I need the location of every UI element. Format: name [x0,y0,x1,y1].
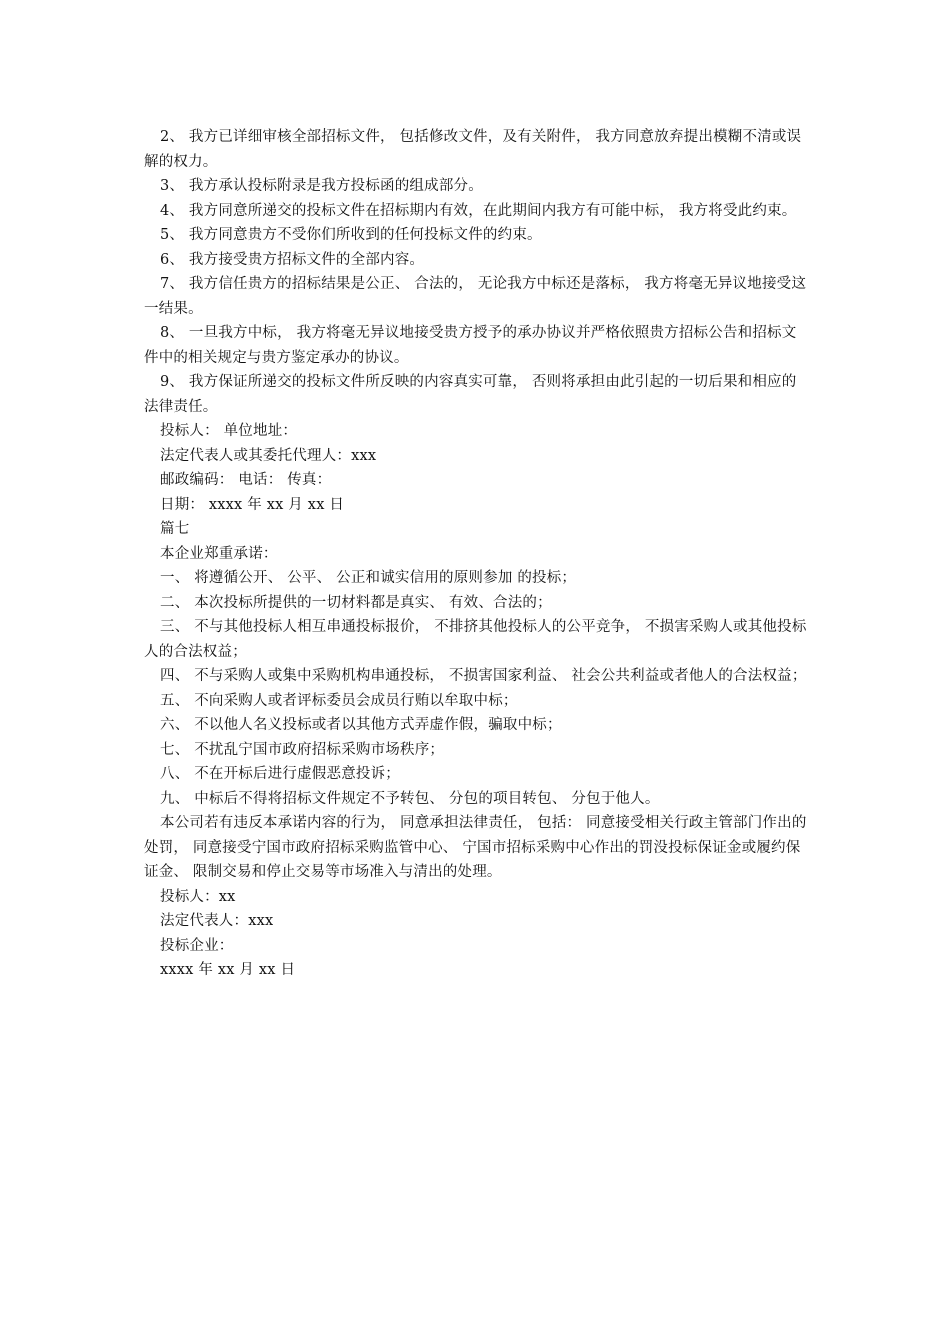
paragraph-clause-4: 4、 我方同意所递交的投标文件在招标期内有效，在此期间内我方有可能中标， 我方将受此约束。 [160,202,797,219]
legal-representative-line: 法定代表人或其委托代理人：xxx [160,447,377,464]
bidding-enterprise-line: 投标企业： [160,937,234,954]
pledge-item-9: 九、 中标后不得将招标文件规定不予转包、 分包的项目转包、 分包于他人。 [160,790,660,807]
paragraph-clause-5: 5、 我方同意贵方不受你们所收到的任何投标文件的约束。 [160,227,542,243]
paragraph-clause-7: 7、 我方信任贵方的招标结果是公正、 合法的， 无论我方中标还是落标， 我方将毫无异议地接受这一结果。 [144,276,807,317]
bidder-line: 投标人：xx [160,888,236,905]
pledge-item-3: 三、 不与其他投标人相互串通投标报价， 不排挤其他投标人的公平竞争， 不损害采购人或其他投标人的合法权益； [144,619,807,660]
legal-representative-line-2: 法定代表人：xxx [160,913,274,929]
pledge-item-4: 四、 不与采购人或集中采购机构串通投标， 不损害国家利益、 社会公共利益或者他人的合法权益； [160,668,807,684]
paragraph-clause-9: 9、 我方保证所递交的投标文件所反映的内容真实可靠， 否则将承担由此引起的一切后果和相应的法律责任。 [144,374,797,415]
pledge-item-1: 一、 将遵循公开、 公平、 公正和诚实信用的原则参加 的投标； [160,570,577,586]
paragraph-clause-2: 2、 我方已详细审核全部招标文件， 包括修改文件，及有关附件， 我方同意放弃提出模糊不清或误解的权力。 [144,129,802,170]
pledge-item-8: 八、 不在开标后进行虚假恶意投诉； [160,766,401,782]
paragraph-clause-3: 3、 我方承认投标附录是我方投标函的组成部分。 [160,178,483,194]
document-body [144,125,809,983]
paragraph-clause-6: 6、 我方接受贵方招标文件的全部内容。 [160,251,425,268]
pledge-item-5: 五、 不向采购人或者评标委员会成员行贿以牟取中标； [160,692,518,709]
date-line-2: xxxx 年 xx 月 xx 日 [160,962,296,978]
pledge-item-7: 七、 不扰乱宁国市政府招标采购市场秩序； [160,741,445,758]
liability-paragraph: 本公司若有违反本承诺内容的行为， 同意承担法律责任， 包括： 同意接受相关行政主管部门作出的处罚， 同意接受宁国市政府招标采购监管中心、 宁国市招标采购中心作出的罚没投标保证金或履约保证金、 限制交易和停止交易等市场准入与清出的处理。 [144,815,807,880]
section-heading: 篇七 [160,521,190,537]
pledge-item-6: 六、 不以他人名义投标或者以其他方式弄虚作假，骗取中标； [160,717,562,733]
pledge-item-2: 二、 本次投标所提供的一切材料都是真实、 有效、合法的； [160,594,552,611]
pledge-intro: 本企业郑重承诺： [160,545,278,562]
postal-phone-fax-line: 邮政编码： 电话： 传真： [160,472,332,488]
bidder-address-line: 投标人： 单位地址： [160,423,298,439]
date-line: 日期： xxxx 年 xx 月 xx 日 [160,496,345,513]
paragraph-clause-8: 8、 一旦我方中标， 我方将毫无异议地接受贵方授予的承办协议并严格依照贵方招标公告和招标文件中的相关规定与贵方鉴定承办的协议。 [144,325,797,366]
